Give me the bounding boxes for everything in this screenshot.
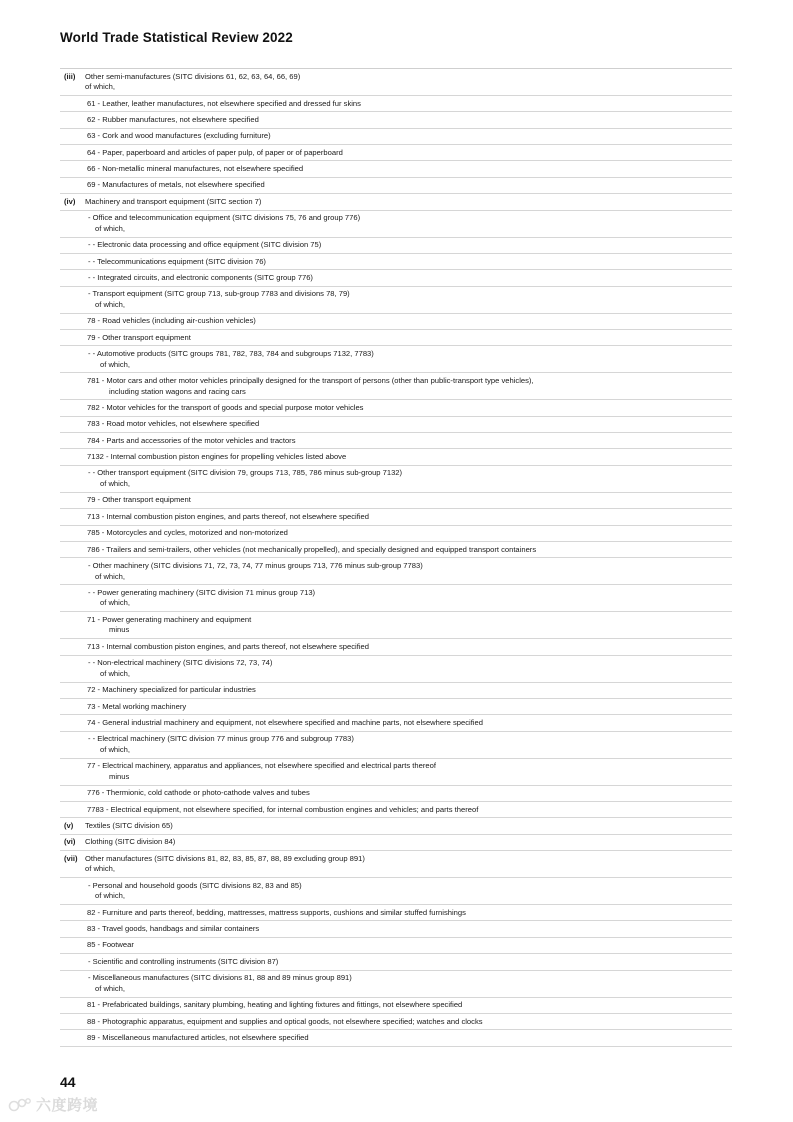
section-row	[60, 851, 732, 878]
table-row	[60, 639, 732, 655]
table-row	[60, 938, 732, 954]
row-text: 713 - Internal combustion piston engines, and parts thereof, not elsewhere specified	[87, 641, 369, 651]
row-text: - Personal and household goods (SITC divisions 82, 83 and 85)	[88, 880, 302, 890]
table-row	[60, 211, 732, 238]
row-text: 64 - Paper, paperboard and articles of paper pulp, of paper or of paperboard	[87, 147, 343, 157]
row-text: 73 - Metal working machinery	[87, 701, 187, 711]
row-text: 7132 - Internal combustion piston engines for propelling vehicles listed above	[87, 452, 347, 462]
row-text: - - Other transport equipment (SITC division 79, groups 713, 785, 786 minus sub-group 7132)	[88, 468, 403, 478]
row-text: Clothing (SITC division 84)	[85, 837, 176, 847]
watermark-text: 六度跨境	[36, 1096, 99, 1114]
table-row	[60, 238, 732, 254]
section-label: (vii)	[64, 853, 78, 863]
section-label: (iii)	[64, 71, 76, 81]
row-text: - Office and telecommunication equipment (SITC divisions 75, 76 and group 776)	[88, 213, 361, 223]
row-subtext: of which,	[100, 744, 130, 754]
row-text: - - Electrical machinery (SITC division 77 minus group 776 and subgroup 7783)	[88, 734, 354, 744]
table-row	[60, 612, 732, 639]
watermark-logo-icon	[8, 1096, 32, 1114]
table-row	[60, 270, 732, 286]
section-row	[60, 194, 732, 210]
table-row	[60, 683, 732, 699]
row-text: 786 - Trailers and semi-trailers, other vehicles (not mechanically propelled), and specially designed and equipped transport containers	[87, 544, 537, 554]
table-row	[60, 971, 732, 998]
table-row	[60, 449, 732, 465]
sitc-classification-table	[60, 68, 732, 1047]
table-row	[60, 493, 732, 509]
table-row	[60, 759, 732, 786]
table-row	[60, 1014, 732, 1030]
row-text: 776 - Thermionic, cold cathode or photo-cathode valves and tubes	[87, 788, 310, 798]
row-subtext: of which,	[100, 359, 130, 369]
row-text: 79 - Other transport equipment	[87, 495, 191, 505]
row-text: 782 - Motor vehicles for the transport of goods and special purpose motor vehicles	[87, 402, 364, 412]
section-row	[60, 835, 732, 851]
row-text: 74 - General industrial machinery and equipment, not elsewhere specified and machine parts, not elsewhere specified	[87, 717, 483, 727]
row-text: 82 - Furniture and parts thereof, bedding, mattresses, mattress supports, cushions and similar stuffed furnishings	[87, 907, 466, 917]
table-row	[60, 699, 732, 715]
page-title: World Trade Statistical Review 2022	[60, 30, 293, 45]
row-text: Other semi-manufactures (SITC divisions 61, 62, 63, 64, 66, 69)	[85, 71, 301, 81]
table-row	[60, 802, 732, 818]
row-text: 63 - Cork and wood manufactures (excluding furniture)	[87, 131, 271, 141]
table-row	[60, 254, 732, 270]
row-text: 77 - Electrical machinery, apparatus and appliances, not elsewhere specified and electrical parts thereof	[87, 761, 436, 771]
table-row	[60, 558, 732, 585]
row-text: 81 - Prefabricated buildings, sanitary plumbing, heating and lighting fixtures and fittings, not elsewhere specified	[87, 1000, 463, 1010]
row-text: - - Telecommunications equipment (SITC division 76)	[88, 256, 266, 266]
row-subtext: including station wagons and racing cars	[109, 386, 246, 396]
row-text: 713 - Internal combustion piston engines, and parts thereof, not elsewhere specified	[87, 511, 369, 521]
table-row	[60, 509, 732, 525]
row-text: - - Power generating machinery (SITC division 71 minus group 713)	[88, 587, 316, 597]
row-text: - Miscellaneous manufactures (SITC divisions 81, 88 and 89 minus group 891)	[88, 973, 352, 983]
row-text: - Scientific and controlling instruments (SITC division 87)	[88, 956, 279, 966]
table-row	[60, 715, 732, 731]
table-row	[60, 417, 732, 433]
table-row	[60, 112, 732, 128]
row-subtext: of which,	[95, 223, 125, 233]
table-row	[60, 905, 732, 921]
row-text: - - Electronic data processing and office equipment (SITC division 75)	[88, 240, 322, 250]
table-row	[60, 330, 732, 346]
row-subtext: minus	[109, 625, 130, 635]
table-row	[60, 433, 732, 449]
row-text: Other manufactures (SITC divisions 81, 82, 83, 85, 87, 88, 89 excluding group 891)	[85, 853, 365, 863]
table-row	[60, 878, 732, 905]
table-row	[60, 732, 732, 759]
row-subtext: of which,	[100, 668, 130, 678]
watermark	[8, 1094, 98, 1115]
row-text: 79 - Other transport equipment	[87, 332, 191, 342]
row-subtext: of which,	[100, 479, 130, 489]
table-row	[60, 96, 732, 112]
table-row	[60, 526, 732, 542]
row-text: 62 - Rubber manufactures, not elsewhere specified	[87, 114, 259, 124]
row-text: Textiles (SITC division 65)	[85, 820, 173, 830]
row-text: 785 - Motorcycles and cycles, motorized and non-motorized	[87, 528, 288, 538]
table-row	[60, 346, 732, 373]
table-row	[60, 287, 732, 314]
table-row	[60, 161, 732, 177]
row-subtext: of which,	[95, 571, 125, 581]
row-text: 88 - Photographic apparatus, equipment and supplies and optical goods, not elsewhere specified; watches and clocks	[87, 1016, 483, 1026]
table-row	[60, 129, 732, 145]
row-text: 89 - Miscellaneous manufactured articles, not elsewhere specified	[87, 1032, 309, 1042]
table-row	[60, 1030, 732, 1046]
table-row	[60, 954, 732, 970]
row-text: - - Non-electrical machinery (SITC divisions 72, 73, 74)	[88, 658, 273, 668]
table-row	[60, 145, 732, 161]
section-label: (v)	[64, 820, 74, 830]
table-row	[60, 314, 732, 330]
row-text: 78 - Road vehicles (including air-cushion vehicles)	[87, 316, 256, 326]
row-text: - Transport equipment (SITC group 713, sub-group 7783 and divisions 78, 79)	[88, 289, 350, 299]
row-text: - Other machinery (SITC divisions 71, 72, 73, 74, 77 minus groups 713, 776 minus sub-group 7783)	[88, 560, 423, 570]
section-label: (iv)	[64, 196, 76, 206]
row-subtext: of which,	[85, 82, 115, 92]
table-row	[60, 466, 732, 493]
section-label: (vi)	[64, 837, 76, 847]
row-text: 83 - Travel goods, handbags and similar containers	[87, 924, 260, 934]
row-text: Machinery and transport equipment (SITC section 7)	[85, 196, 262, 206]
table-row	[60, 998, 732, 1014]
row-text: 71 - Power generating machinery and equipment	[87, 614, 252, 624]
page-number: 44	[60, 1074, 76, 1090]
row-subtext: of which,	[95, 983, 125, 993]
row-subtext: of which,	[100, 598, 130, 608]
row-text: 66 - Non-metallic mineral manufactures, not elsewhere specified	[87, 164, 304, 174]
row-text: 783 - Road motor vehicles, not elsewhere specified	[87, 419, 260, 429]
row-text: 781 - Motor cars and other motor vehicles principally designed for the transport of persons (other than public-transport type vehicles),	[87, 375, 534, 385]
row-subtext: of which,	[95, 299, 125, 309]
section-row	[60, 818, 732, 834]
table-row	[60, 656, 732, 683]
table-row	[60, 400, 732, 416]
row-text: 85 - Footwear	[87, 940, 134, 950]
row-subtext: minus	[109, 771, 130, 781]
row-text: 72 - Machinery specialized for particular industries	[87, 685, 256, 695]
table-row	[60, 786, 732, 802]
table-row	[60, 921, 732, 937]
table-row	[60, 542, 732, 558]
row-subtext: of which,	[95, 891, 125, 901]
row-text: 784 - Parts and accessories of the motor vehicles and tractors	[87, 435, 296, 445]
row-text: - - Automotive products (SITC groups 781, 782, 783, 784 and subgroups 7132, 7783)	[88, 349, 374, 358]
table-row	[60, 585, 732, 612]
row-text: 7783 - Electrical equipment, not elsewhere specified, for internal combustion engines and vehicles; and parts thereof	[87, 804, 479, 814]
table-row	[60, 178, 732, 194]
row-text: 69 - Manufactures of metals, not elsewhere specified	[87, 180, 265, 190]
row-text: 61 - Leather, leather manufactures, not elsewhere specified and dressed fur skins	[87, 98, 361, 108]
row-subtext: of which,	[85, 864, 115, 874]
section-row	[60, 69, 732, 96]
table-row	[60, 373, 732, 400]
row-text: - - Integrated circuits, and electronic components (SITC group 776)	[88, 272, 313, 282]
